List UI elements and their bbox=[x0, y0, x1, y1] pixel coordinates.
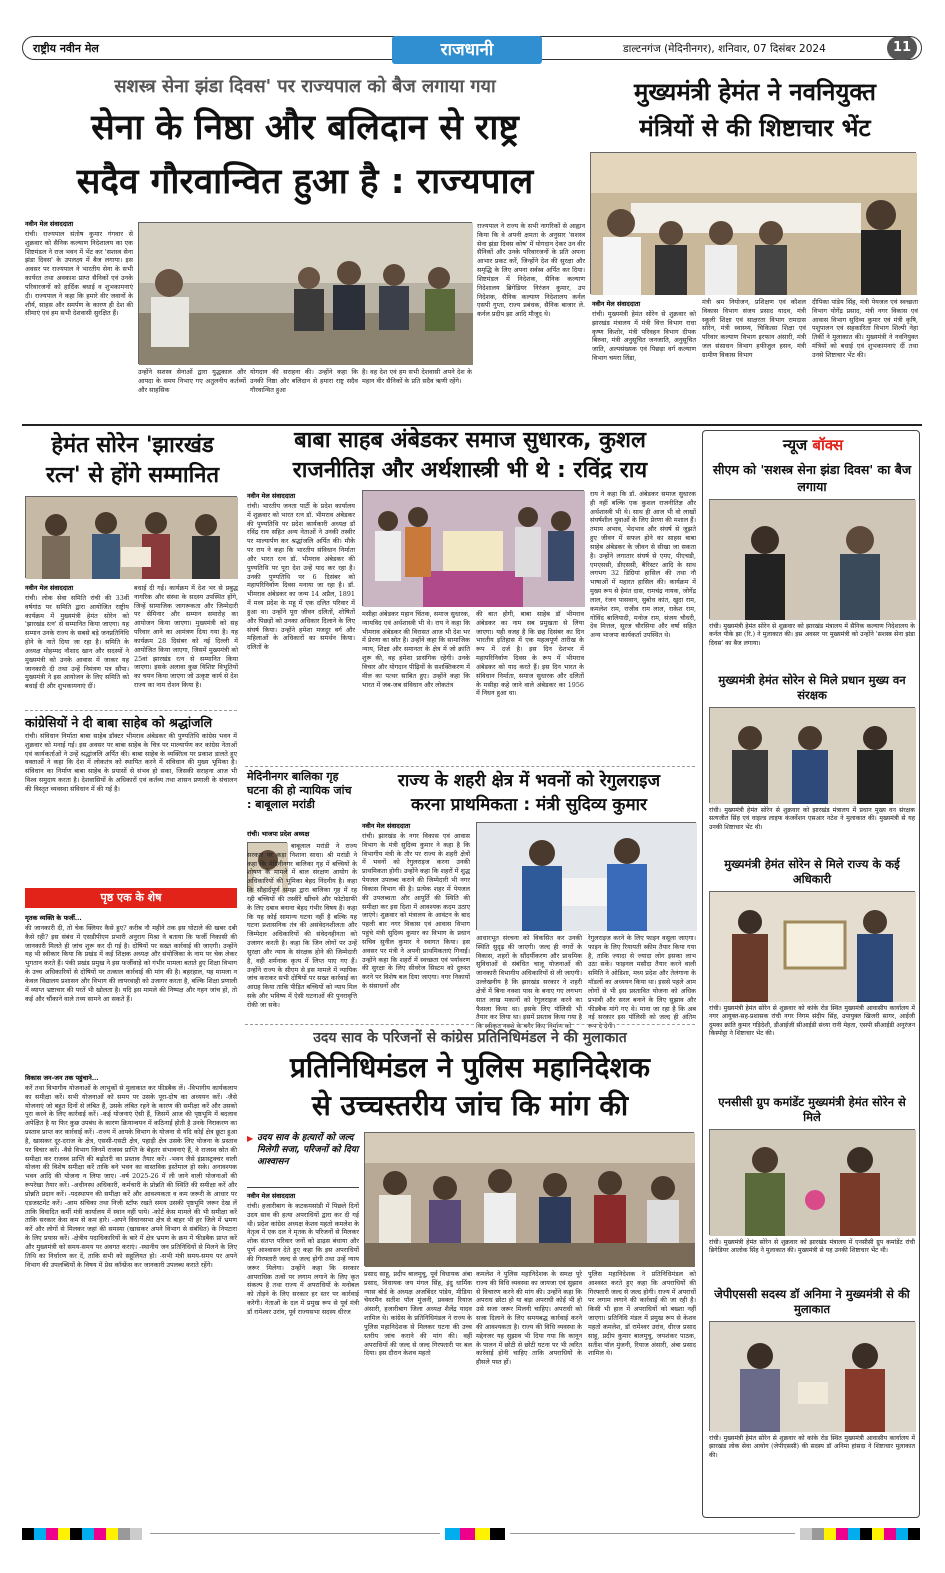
newsbox-photo-3 bbox=[709, 891, 915, 1001]
continued-sub-1: मृतक व्यक्ति के फर्जी... bbox=[25, 914, 82, 922]
continued-sub-2: विकास जन-जन तक पहुंचाने... bbox=[25, 1074, 99, 1082]
lead-col-2: उन्होंने सशस्त्र सेनाओं द्वारा युद्धकाल और आपदा के समय निभाए गए अतुलनीय कर्तव्यों और साहसिक bbox=[138, 368, 246, 394]
newsbox-headline-1: सीएम को 'सशस्त्र सेना झंडा दिवस' का बैज लगाया bbox=[712, 462, 912, 494]
lead-col-1: रांची। राज्यपाल संतोष कुमार गंगवार से शुक्रवार को सैनिक कल्याण निदेशालय का एक शिष्टमंडल ने राज भवन में भेंट कर 'सशस्त्र सेना झंडा दिवस' के उपलक्ष्य में बैज लगाया। इस अवसर पर राज्यपाल ने भारतीय सेना के सभी कार्यरत तथा अवकाश प्राप्त सैनिकों एवं उनके परिवारजनों को हार्दिक बधाई व शुभकामनाएं दी। राज्यपाल ने कहा कि हमारे वीर जवानों के शौर्य, साहस और समर्पण के कारण ही देश की सीमाएं एवं हम सभी देशवासी सुरक्षित हैं। bbox=[25, 230, 133, 318]
housing-headline-1: राज्य के शहरी क्षेत्र में भवनों को रेगुलराइज bbox=[397, 771, 661, 791]
ratna-photo bbox=[25, 496, 237, 578]
delegation-col-3: कमलेश ने पुलिस महानिदेशक के समक्ष पूरे राज्य की विधि व्यवस्था का जायजा एवं सुझाव से विचारण करने की मांग की। उन्होंने कहा कि अपराध छोटा हो या बड़ा अपराधी कोई भी हो उसे सजा जरूर मिलनी चाहिए। अपराधी को सजा दिलाने के लिए समयबद्ध कार्रवाई करने की आवश्यकता है। राज्य की विधि व्यवस्था के मद्देनजर यह सुझाव भी दिया गया कि कानून के पालन में छोटी से छोटी घटना पर भी त्वरित कार्रवाई होनी चाहिए ताकि अपराधियों के हौसले पस्त हों। bbox=[476, 1270, 582, 1367]
ambedkar-photo bbox=[362, 490, 584, 606]
delegation-col-1: रांची। हजारीबाग के कटकमसांडी में पिछले दिनों उदय साव की हत्या अपराधियों द्वारा कर दी गई थी। प्रदेश कांग्रेस अध्यक्ष केशव महतो कमलेश के नेतृत्व में एक दल ने मृतक के परिजनों से मिलकर शोक संतप्त परिवार जनों को ढाढ़स बंधाया और पूर्ण आश्वासन देते हुए कहा कि इस अपराधियों की गिरफ्तारी जल्द से जल्द होगी तथा उन्हें न्याय जरूर मिलेगा। उन्होंने कहा कि सरकार आपराधिक तत्वों पर लगाम लगाने के लिए कृत संकल्प है तथा राज्य में अपराधियों के मनोबल को तोड़ने के लिए सरकार हर स्तर पर कार्रवाई करेगी। नेताओं के दल में प्रमुख रूप से पूर्व मंत्री डॉ रामेश्वर उरांव, पूर्व राज्यसभा सदस्य धीरज bbox=[247, 1202, 359, 1316]
ambedkar-headline-2: राजनीतिज्ञ और अर्थशास्त्री भी थे : रविंद्र राय bbox=[292, 458, 648, 483]
newsbox-headline-4: एनसीसी ग्रुप कमांडेंट मुख्यमंत्री हेमंत सोरेन से मिले bbox=[718, 1095, 906, 1124]
newsbox-caption-5: रांची। मुख्यमंत्री हेमंत सोरेन से शुक्रवार को कांके रोड स्थित मुख्यमंत्री आवासीय कार्यालय में झारखंड लोक सेवा आयोग (जेपीएससी) की सदस्य डॉ अनिमा हांसदा ने शिष्टाचार मुलाकात की। bbox=[709, 1435, 915, 1459]
delegation-quote-text: उदय साव के हत्यारों को जल्द मिलेगी सजा, परिजनों को दिया आश्वासन bbox=[257, 1133, 359, 1167]
girls-home-headline: मेदिनीनगर बालिका गृह घटना की हो न्यायिक जांच : बाबूलाल मरांडी bbox=[247, 770, 352, 811]
ratna-headline-2: रत्न' से होंगे सम्मानित bbox=[45, 463, 220, 488]
ambedkar-col-4: राय ने कहा कि डॉ. अंबेडकर समाज सुधारक ही नहीं बल्कि एक कुशल राजनीतिज्ञ और अर्थशास्त्री भी थे। साथ ही आज भी वो लाखों संघर्षशील युवाओं के लिए प्रेरणा की मशाल हैं। तमाम अभाव, भेदभाव और संघर्ष से जूझते हुए जीवन में सफल होने का साहस बाबा साहेब अंबेडकर के जीवन से सीखा जा सकता है। उन्होंने लगातार संघर्ष से एमए, पीएचडी, एमएससी, डीएससी, बैरिस्टर आदि के साथ लगभग 32 डिग्रियां हासिल की तथा नौ भाषाओं में महारत हासिल की। कार्यक्रम में मुख्य रूप से हेमंत दास, रामचंद्र नायक, जोगेंद्र लाल, रंजन पासवान, सुबोध कांत, खुदा राम, कमलेश राम, राजीव राम लाल, राकेश राम, गोविंद बालियादी, मनोज राम, संजय चौधरी, देव मित्तल, सूरज चौरसिया और वर्षा सहित अन्य भाजपा कार्यकर्ता उपस्थित थे। bbox=[590, 490, 696, 640]
girls-home-byline: रांची। भाजपा प्रदेश अध्यक्ष bbox=[247, 830, 310, 838]
congress-headline: कांग्रेसियों ने दी बाबा साहेब को श्रद्धांजलि bbox=[25, 715, 213, 730]
newsbox-photo-4 bbox=[709, 1129, 915, 1235]
congress-text: रांची। संविधान निर्माता बाबा साहेब डॉक्टर भीमराव अंबेडकर की पुण्यतिथि कांग्रेस भवन में शुक्रवार को मनाई गई। इस अवसर पर बाबा साहेब के चित्र पर माल्यार्पण कर कांग्रेस नेताओं एवं कार्यकर्ताओं ने उन्हें श्रद्धांजलि अर्पित की। बाबा साहेब के व्यक्तित्व पर प्रकाश डालते हुए वक्ताओं ने कहा कि देश में लोकतंत्र को स्थापित करने में संविधान की मुख्य भूमिका है। संविधान का निर्माण बाबा साहेब के प्रयासों से संभव हो सका, जिसकी सराहना आज भी विश्व समुदाय करता है। देशवासियों के अधिकारों एवं कर्तव्य तथा शासन प्रणाली के संचालन की विस्तृत व्यवस्था संविधान में की गई है। bbox=[25, 732, 237, 793]
delegation-quote bbox=[247, 1132, 359, 1188]
newsbox-headline-2: मुख्यमंत्री हेमंत सोरेन से मिले प्रधान मुख्य वन संरक्षक bbox=[718, 673, 906, 702]
newsbox-caption-4: रांची। मुख्यमंत्री हेमंत सोरेन से शुक्रवार को झारखंड मंत्रालय में एनसीसी ग्रुप कमांडेंट रांची ब्रिगेडियर आलोक सिंह ने मुलाकात की। मुख्यमंत्री से यह उनकी शिष्टाचार भेंट थी। bbox=[709, 1239, 915, 1255]
ministers-headline-2: मंत्रियों से की शिष्टाचार भेंट bbox=[639, 114, 871, 142]
ministers-headline-1: मुख्यमंत्री हेमंत ने नवनियुक्त bbox=[634, 78, 876, 106]
housing-headline-2: करना प्राथमिकता : मंत्री सुदिव्य कुमार bbox=[410, 795, 648, 815]
page-number: 11 bbox=[887, 36, 917, 60]
newsbox-photo-1 bbox=[709, 499, 915, 619]
ministers-col-2: मंत्री श्रम नियोजन, प्रशिक्षण एवं कौशल विकास विभाग संजय प्रसाद यादव, मंत्री स्कूली शिक्षा एवं साक्षरता विभाग रामदास सोरेन, मंत्री स्वास्थ्य, चिकित्सा शिक्षा एवं परिवार कल्याण विभाग इरफान अंसारी, मंत्री जल संसाधन विभाग हफीजुल हसन, मंत्री ग्रामीण विकास विभाग bbox=[702, 298, 806, 359]
ambedkar-headline-1: बाबा साहब अंबेडकर समाज सुधारक, कुशल bbox=[294, 428, 646, 453]
color-strip-right bbox=[800, 1528, 920, 1540]
girls-home-text: बाबूलाल मरांडी ने राज्य सरकार पर कड़ा निशाना साधा। श्री मरांडी ने कहा कि मेदिनीनगर बालिका गृह में बच्चियों के शोषण के मामले में बाल संरक्षण आयोग के अधिकारियों की भूमिका बेहद निंदनीय है। कहा कि सौहार्दपूर्ण समझ द्वारा बालिका गृह में रह रही बच्चियों की तस्वीरें खींचने और फोटोग्राफी के लिए दबाव बनाना बेहद गंभीर विषय है। कहा कि यह कोई सामान्य घटना नहीं है बल्कि यह घटना प्रशासनिक तंत्र की असंवेदनशीलता और जिम्मेदार अधिकारियों की संवेदनहीनता को उजागर करती है। कहा कि जिन लोगों पर उन्हें सुरक्षा और न्याय के संरक्षक होने की जिम्मेदारी है, वही शर्मनाक कृत्य में लिप्त पाए गए हैं। उन्होंने राज्य के सीएम से इस मामले में न्यायिक जांच कराकर सभी दोषियों पर सख्त कार्रवाई का आग्रह किया ताकि पीड़ित बच्चियों को न्याय मिल सके और भविष्य में ऐसी घटनाओं की पुनरावृत्ति रोकी जा सके। bbox=[247, 842, 357, 1009]
delegation-col-2: प्रसाद साहू, प्रदीप बालमुचु, पूर्व विधायक अंबा प्रसाद, विधायक जय मंगल सिंह, इंदु धार्मिक न्यास बोर्ड के अध्यक्ष अजबिंदर पांडेय, मीडिया चेयरमैन सतीश पॉल मुंजनी, प्रवक्ता रियाज अंसारी, हजारीबाग जिला अध्यक्ष शैलेंद्र यादव शामिल थे। कांग्रेस के प्रतिनिधिमंडल ने राज्य के पुलिस महानिदेशक से मिलकर घटना की उच्च स्तरीय जांच कराने की मांग की। वहीं अपराधियों की जल्द से जल्द गिरफ्तारी पर बल दिया। इस दौरान केशव महतो bbox=[364, 1270, 472, 1358]
delegation-headline-1: प्रतिनिधिमंडल ने पुलिस महानिदेशक bbox=[289, 1051, 651, 1084]
housing-byline: नवीन मेल संवाददाता bbox=[362, 822, 411, 830]
delegation-col-4: पुलिस महानिदेशक ने प्रतिनिधिमंडल को आश्वस्त करते हुए कहा कि अपराधियों की गिरफ्तारी जल्द से जल्द होगी। राज्य में अपराधों पर लगाम लगाने की कार्रवाई की जा रही है। किसी भी हाल में अपराधियों को बख्शा नहीं जाएगा। प्रतिनिधि मंडल में प्रमुख रूप से केशव महतो कमलेश, डॉ रामेश्वर उरांव, धीरज प्रसाद साहू, प्रदीप कुमार बालमुचु, जयशंकर पाठक, सतीश पॉल मुंजनी, रियाज अंसारी, अंबा प्रसाद शामिल थे। bbox=[588, 1270, 696, 1358]
ratna-headline-1: हेमंत सोरेन 'झारखंड bbox=[51, 433, 214, 458]
newsbox-caption-1: रांची। मुख्यमंत्री हेमंत सोरेन से शुक्रवार को झारखंड मंत्रालय में सैनिक कल्याण निदेशालय के कर्नल पीके झा (रि.) ने मुलाकात की। इस अवसर पर मुख्यमंत्री को उन्होंने 'सशस्त्र सेना झंडा दिवस' का बैज लगाया। bbox=[709, 623, 915, 647]
ministers-col-3: दीपिका पांडेय सिंह, मंत्री पेयजल एवं स्वच्छता विभाग योगेंद्र प्रसाद, मंत्री नगर विकास एवं आवास विभाग सुदिव्य कुमार एवं मंत्री कृषि, पशुपालन एवं सहकारिता विभाग शिल्पी नेहा तिर्की ने मुलाकात की। मुख्यमंत्री ने नवनियुक्त मंत्रियों को बधाई एवं शुभकामनाएं दीं तथा उनसे शिष्टाचार भेंट की। bbox=[812, 298, 918, 359]
delegation-kicker: उदय साव के परिजनों से कांग्रेस प्रतिनिधिमंडल ने की मुलाकात bbox=[313, 1030, 627, 1046]
quote-marker-icon: ▶ bbox=[247, 1134, 254, 1143]
ministers-byline: नवीन मेल संवाददाता bbox=[592, 300, 641, 308]
color-strip-center bbox=[445, 1528, 505, 1540]
brand-name: राष्ट्रीय नवीन मेल bbox=[33, 42, 99, 55]
continued-label: पृष्ठ एक के शेष bbox=[25, 888, 237, 908]
delegation-photo bbox=[364, 1132, 694, 1266]
lead-col-5: राज्यपाल ने राज्य के सभी नागरिकों से आह्वान किया कि वे अपनी क्षमता के अनुसार 'सशस्त्र सेना झंडा दिवस कोष' में योगदान देकर उन वीर सैनिकों और उनके परिवारजनों के प्रति अपना आभार प्रकट करें, जिन्होंने देश की सुरक्षा और समृद्धि के लिए अपना सर्वस्व अर्पित कर दिया। शिष्टमंडल में निदेशक, सैनिक कल्याण निदेशालय ब्रिगेडियर निरंजन कुमार, उप निदेशक, सैनिक कल्याण निदेशालय कर्नल एसपी गुप्ता, राज्य प्रबंधक, सैनिक बाजार ले. कर्नल प्रदीप झा आदि मौजूद थे। bbox=[477, 222, 585, 319]
ambedkar-col-3: की बात होगी, बाबा साहेब डॉ भीमराव अंबेडकर का नाम सब प्रमुखता से लिया जाएगा। यही वजह है कि छह दिसंबर का दिन भारतीय इतिहास में एक महत्वपूर्ण तारीख के रूप में दर्ज है। इस दिन देशभर में महापरिनिर्वाण दिवस के रूप में भीमराव अंबेडकर को याद करते हैं। इस दिन भारत के संविधान निर्माता, समाज सुधारक और दलितों के मसीहा कहे जाने वाले अंबेडकर का 1956 में निधन हुआ था। bbox=[476, 610, 584, 698]
housing-photo bbox=[476, 822, 696, 930]
lead-kicker: सशस्त्र सेना झंडा दिवस' पर राज्यपाल को बैज लगाया गया bbox=[114, 76, 496, 97]
color-strip-left bbox=[22, 1528, 142, 1540]
governor-photo bbox=[138, 222, 472, 364]
housing-col-3: रेगुलराइज करने के लिए फाइन वसूला जाएगा। फाइन के लिए रियायती स्कीम तैयार किया गया है, ताकि ज्यादा से ज्यादा लोग इसका लाभ उठा सकें। फाइनल मसौदा तैयार करने वाली समिति ने ओडिशा, मध्य प्रदेश और तेलंगाना के मॉडलों का अध्ययन किया था। इससे पहले आम लोगों से भी इस प्रस्तावित योजना को अधिक प्रभावी और सरल बनाने के लिए सुझाव और फीडबैक मांगे गए थे। माना जा रहा है कि अब नई सरकार इस पॉलिसी को जल्द ही अंतिम रूप दे देगी। bbox=[588, 934, 696, 1031]
housing-col-1: रांची। झारखंड के नगर विकास एवं आवास विभाग के मंत्री सुदिव्य कुमार ने कहा है कि विभागीय मंत्री के तौर पर राज्य के शहरी क्षेत्रों में भवनों को रेगुलराइज करना उनकी प्राथमिकता होगी। उन्होंने कहा कि शहरों में शुद्ध पेयजल उपलब्ध कराने की जिम्मेदारी भी नगर विकास विभाग की है। प्रत्येक शहर में पेयजल की उपलब्धता और आपूर्ति की स्थिति की समीक्षा कर इस दिशा में आवश्यक कदम उठाए जाएंगे। शुक्रवार को मंत्रालय के आवंटन के बाद पहली बार नगर विकास एवं आवास विभाग पहुंचे मंत्री सुदिव्य कुमार का विभाग के प्रधान सचिव सुनील कुमार ने स्वागत किया। इस अवसर पर मंत्री ने अपनी प्राथमिकताएं गिनाईं। उन्होंने कहा कि शहरों में स्वच्छता एवं पर्यावरण की सुरक्षा के लिए सीवरेज सिस्टम को दुरुस्त करने पर विशेष बल दिया जाएगा। नगर निकायों के संसाधनों और bbox=[362, 832, 470, 991]
newsbox-caption-2: रांची। मुख्यमंत्री हेमंत सोरेन से शुक्रवार को झारखंड मंत्रालय में प्रधान मुख्य वन संरक्षक सत्यजीत सिंह एवं वाइल्ड लाइफ कंजर्वेशन एसआर नटेश ने मुलाकात की। मुख्यमंत्री से यह उनकी शिष्टाचार भेंट थी। bbox=[709, 807, 915, 831]
dateline: डाल्टनगंज (मेदिनीनगर), शनिवार, 07 दिसंबर 2024 bbox=[623, 43, 826, 55]
ambedkar-col-2: मसीहा अंबेडकर महान चिंतक, समाज सुधारक, न्यायविद एवं अर्थशास्त्री भी थे। राय ने कहा कि भीमराव अंबेडकर की विरासत आज भी देश भर में प्रेरणा का स्रोत है। उन्होंने कहा कि सामाजिक न्याय, शिक्षा और समानता के क्षेत्र में जो क्रांति शुरू की, वह हमेशा प्रासंगिक रहेगी। उनके विचार और योगदान पीढ़ियों के सशक्तिकरण में मील का पत्थर साबित हुए। उन्होंने कहा कि भारत में जब-जब संविधान और लोकतंत्र bbox=[362, 610, 470, 689]
lead-col-3: योगदान की सराहना की। उन्होंने कहा कि उनकी निष्ठा और बलिदान से हमारा राष्ट्र सदैव गौरवान्वित हुआ bbox=[250, 368, 358, 394]
ratna-byline: नवीन मेल संवाददाता bbox=[25, 584, 74, 592]
lead-headline-1: सेना के निष्ठा और बलिदान से राष्ट्र bbox=[91, 108, 519, 148]
continued-text-2: करें तथा विभागीय योजनाओं के लाभुकों से मुलाकात कर फीडबैक लें। -विभागीय कार्यकलाप का समीक्षा करें। सभी योजनाओं को समय पर उसके पूरा-दोष का अध्ययन करें। -जैसे योजनाएं जो बहुत दिनों से लंबित हैं, उसके लंबित रहने के कारण की समीक्षा करें और उसको पूरा करने के लिए कार्रवाई करें। -कई योजनाएं ऐसी हैं, जिसमें आज की पृष्ठभूमि में बदलाव अपेक्षित है या फिर कुछ उपबंध के कारण क्रियान्वयन में कठिनाई होती है उनके निराकरण का प्रस्ताव प्राप्त कर कार्रवाई करें। -राज्य में आपके विभाग के योजना से यदि कोई क्षेत्र छूटा हुआ है, खासकर दूर-दराज के क्षेत्र, एससी-एसटी क्षेत्र, पहाड़ी क्षेत्र उसके लिए योजना के प्रस्ताव पर विचार करें। -वैसे विभाग जिनमें राजस्व प्राप्ति के बेहतर संभावनाएं हैं, वे राजस्व स्रोत की समीक्षा कर राजस्व प्राप्ति की बढ़ोतरी का प्रस्ताव तैयार करें। -भवन जैसे इंफ्रास्ट्रक्चर वाली योजना की विशेष समीक्षा करें ताकि बने भवन का वास्तविक इस्तेमाल हो सके। अनावश्यक भवन आदि की योजना न लिया जाए। -वर्ष 2025-26 में ली जाने वाली योजनाओं की रूपरेखा तैयार करें। -अधीनस्थ अधिकारी, कर्मचारी के प्रोन्नति की स्थिति की समीक्षा करें और प्रोन्नति प्रदान करें। -पदस्थापन की समीक्षा करें और आवश्यकता व कम जरूरी के आधार पर एडजस्टमेंट करें। -आम संचिका तथा निजी स्टॉफ रखते समय उसकी पृष्ठभूमि जरूर देख लें ताकि विवादित कर्मी मंत्री कार्यालय में स्थान नहीं पाये। -कोर्ट केस मामले की भी समीक्षा करें ताकि सरकार केस कम से कम हारे। -अपने विधानसभा क्षेत्र से बाहर भी हर जिले में भ्रमण करें और लोगों से मिलकर जहां की समस्या (खासकर अपने विभाग से संबंधित) के निपटारा के लिए प्रयास करें। -क्षेत्रीय पदाधिकारियों के बारे में क्षेत्र भ्रमण के क्रम में फीडबैक प्राप्त करें और मुख्यमंत्री को समय-समय पर अवगत कराएं। -स्थानीय जन प्रतिनिधियों से मिलने के लिए तिथि का निर्धारण कर दें, ताकि सभी को सहूलियत हो। -सभी मंत्री समय-समय पर अपने विभाग की उपलब्धियों के विषय में प्रेस कॉन्फ्रेंस कर जानकारी उपलब्ध कराते रहेंगे। bbox=[25, 1084, 237, 1269]
housing-col-2: आधारभूत संरचना को विकसित कर उनकी स्थिति सुदृढ़ की जाएगी। जल्द ही नगरों के विकास, शहरों के सौंदर्यीकरण और प्राथमिक सुविधाओं से संबंधित चालू योजनाओं की जानकारी विभागीय अधिकारियों से ली जाएगी। उल्लेखनीय है कि झारखंड सरकार ने शहरी क्षेत्रों में बिना नक्शा पास के बनाए गए लगभग सात लाख मकानों को रेगुलराइज करने का फैसला किया था। इसके लिए पॉलिसी भी तैयार कर लिया था। इसमें प्रस्ताव किया गया है कि स्वीकृत नक्शे के बगैर किए निर्माण को bbox=[476, 934, 582, 1031]
ambedkar-byline: नवीन मेल संवाददाता bbox=[247, 492, 296, 500]
ratna-col-1: रांची। लोक सेवा समिति रांची की 33वीं वर्षगांठ पर समिति द्वारा आयोजित राष्ट्रीय कार्यक्रम में मुख्यमंत्री हेमंत सोरेन को 'झारखंड रत्न' से सम्मानित किया जाएगा। यह सम्मान उनके राज्य के सबसे बड़े जनप्रतिनिधि होने के नाते दिया जा रहा है। समिति के अध्यक्ष मोहम्मद नौशाद खान और सदस्यों ने मुख्यमंत्री को उनके आवास में जाकर यह जानकारी दी तथा उन्हें निमंत्रण पत्र सौंपा। मुख्यमंत्री ने इस आयोजन के लिए समिति को बधाई दी और शुभकामनाएं दीं। bbox=[25, 594, 129, 691]
lead-headline-2: सदैव गौरवान्वित हुआ है : राज्यपाल bbox=[76, 162, 534, 202]
ministers-col-1: रांची। मुख्यमंत्री हेमंत सोरेन से शुक्रवार को झारखंड मंत्रालय में मंत्री वित्त विभाग राधा कृष्ण किशोर, मंत्री परिवहन विभाग दीपक बिरुवा, मंत्री अनुसूचित जनजाति, अनुसूचित जाति, अल्पसंख्यक एवं पिछड़ा वर्ग कल्याण विभाग चमरा लिंडा, bbox=[592, 310, 696, 363]
newsbox-headline-5: जेपीएससी सदस्य डॉ अनिमा ने मुख्यमंत्री से की मुलाकात bbox=[714, 1287, 910, 1316]
lead-byline: नवीन मेल संवाददाता bbox=[25, 220, 74, 228]
newsbox-headline-3: मुख्यमंत्री हेमंत सोरेन से मिले राज्य के कई अधिकारी bbox=[724, 857, 900, 886]
continued-text-1: की जानकारी दी, तो चेक क्लियर कैसे हुए? करीब नौ महीने तक इस घोटाले की खबर दबी कैसे रही? इस संबंध में एसडीपीएम प्रभारी अनुराग मिश्रा ने बताया कि फर्जी निकासी की जानकारी मिलते ही जांच शुरू कर दी गई है। दोषियों पर सख्त कार्रवाई की जाएगी। उन्होंने यह भी स्वीकार किया कि प्रखंड में कई शिक्षक अध्यक्ष और संयोजिका के नाम पर चेक लेकर भुगतान करते हैं। पंकी प्रखंड प्रमुख ने इस फर्जीवाड़े को गंभीर मामला बताते हुए शिक्षा विभाग के उच्च अधिकारियों से दोषियों पर तत्काल कार्रवाई की मांग की है। बहरहाल, यह मामला न केवल विद्यालय प्रशासन और विभाग की लापरवाही को उजागर करता है, बल्कि शिक्षा प्रणाली में व्याप्त भ्रष्टाचार की परतें भी खोलता है। यदि इस मामले की निष्पक्ष और गहन जांच हो, तो कई और चौंकाने वाले तथ्य सामने आ सकते हैं। bbox=[25, 924, 237, 1003]
ambedkar-col-1: रांची। भारतीय जनता पार्टी के प्रदेश कार्यालय में शुक्रवार को भारत रत्न डॉ. भीमराव अंबेडकर की पुण्यतिथि पर प्रदेश कार्यकारी अध्यक्ष डॉ रविंद्र राय सहित अन्य नेताओं ने उनकी तस्वीर पर माल्यार्पण कर श्रद्धांजलि अर्पित की। मौके पर राय ने कहा कि भारतीय संविधान निर्माता और भारत रत्न डॉ. भीमराव अंबेडकर की पुण्यतिथि पर पूरा देश उन्हें याद कर रहा है। उनकी पुण्यतिथि पर 6 दिसंबर को महापरिनिर्वाण दिवस मनाया जा रहा है। डॉ. भीमराव अंबेडकर का जन्म 14 अप्रैल, 1891 में मध्य प्रदेश के महू में एक दलित परिवार में हुआ था। उन्होंने पूरा जीवन दलितों, शोषितों और पिछड़ों को उनका अधिकार दिलाने के लिए संघर्ष किया। उन्होंने हमेशा मजदूर वर्ग और महिलाओं के अधिकारों का समर्थन किया। दलितों के bbox=[247, 502, 355, 652]
newsbox-photo-5 bbox=[709, 1321, 915, 1431]
news-box bbox=[702, 430, 920, 1518]
newsbox-caption-3: रांची। मुख्यमंत्री हेमंत सोरेन से शुक्रवार को कांके रोड स्थित मुख्यमंत्री आवासीय कार्यालय में नगर आयुक्त-सह-प्रशासक रांची नगर निगम संदीप सिंह, उपायुक्त खिजरी सागर, आईजी दुमका क्रांति कुमार गड़िदेशी, डीआईजी सीआईडी संध्या रानी मेहता, एसपी सीआईडी अनुरंजन किस्पोट्टा ने शिष्टाचार भेंट की। bbox=[709, 1005, 915, 1038]
section-label: राजधानी bbox=[392, 36, 542, 64]
lead-col-4: है। वह देश एवं हम सभी देशवासी अपने देश के महान वीर सैनिकों के प्रति सदैव ऋणी रहेंगे। bbox=[362, 368, 472, 385]
newsbox-photo-2 bbox=[709, 707, 915, 803]
delegation-headline-2: से उच्चस्तरीय जांच कि मांग की bbox=[311, 1089, 629, 1122]
ratna-col-2: बधाई दी गई। कार्यक्रम में देश भर से प्रबुद्ध नागरिक और संस्था के सदस्य उपस्थित होंगे, जिन्हें सामाजिक जागरूकता और जिम्मेदारी पर सेमिनार और सम्मान समारोह का आयोजन किया जाएगा। मुख्यमंत्री को सह परिवार आने का आमंत्रण दिया गया है। यह कार्यक्रम 28 दिसंबर को नई दिल्ली में आयोजित किया जाएगा, जिसमें मुख्यमंत्री को 25वां झारखंड रत्न से सम्मानित किया जाएगा। इसके अलावा कुछ विशिष्ट विभूतियों का चयन किया जाएगा जो उत्कृष्ट कार्य से देश राज्य का नाम रोशन किया है। bbox=[134, 584, 238, 690]
ministers-photo bbox=[590, 152, 916, 294]
news-box-title: न्यूज बॉक्स bbox=[782, 436, 844, 454]
delegation-byline: नवीन मेल संवाददाता bbox=[247, 1192, 296, 1200]
